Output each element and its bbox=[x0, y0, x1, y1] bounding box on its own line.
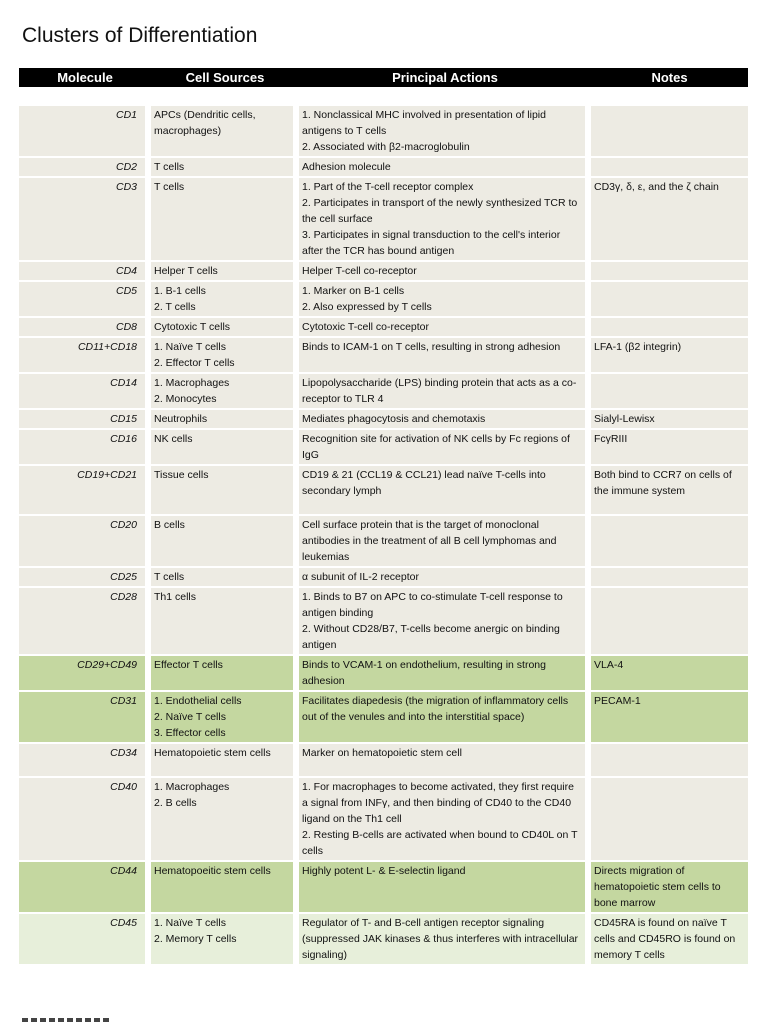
principal-actions-line: 1. Binds to B7 on APC to co-stimulate T-cell response to antigen binding bbox=[302, 591, 563, 619]
principal-actions-line: 2. Without CD28/B7, T-cells become anergic on binding antigen bbox=[302, 623, 560, 651]
cell-sources-cell bbox=[151, 914, 299, 966]
principal-actions-cell bbox=[299, 338, 591, 374]
notes-cell bbox=[591, 516, 748, 568]
principal-actions-line: Cytotoxic T-cell co-receptor bbox=[302, 321, 430, 333]
cell-sources-line: 2. T cells bbox=[154, 301, 196, 313]
cell-sources-line: Effector T cells bbox=[154, 659, 223, 671]
cell-sources-cell bbox=[151, 656, 299, 692]
principal-actions-line: Marker on hematopoietic stem cell bbox=[302, 747, 462, 759]
table-row bbox=[19, 692, 748, 744]
notes-line: CD45RA is found on naïve T cells and CD45RO is found on memory T cells bbox=[594, 917, 736, 961]
notes-cell bbox=[591, 466, 748, 516]
notes-cell bbox=[591, 588, 748, 656]
notes-cell bbox=[591, 158, 748, 178]
cell-sources-line: Hematopoeitic stem cells bbox=[154, 865, 271, 877]
principal-actions-cell bbox=[299, 692, 591, 744]
cell-sources-cell bbox=[151, 158, 299, 178]
notes-cell bbox=[591, 656, 748, 692]
table-body bbox=[19, 87, 748, 966]
cell-sources-line: Helper T cells bbox=[154, 265, 218, 277]
cell-sources-cell bbox=[151, 374, 299, 410]
table-header-row bbox=[19, 68, 748, 87]
notes-cell bbox=[591, 744, 748, 778]
cell-sources-cell bbox=[151, 262, 299, 282]
principal-actions-cell bbox=[299, 318, 591, 338]
cell-sources-line: 1. Naïve T cells bbox=[154, 917, 226, 929]
principal-actions-cell bbox=[299, 430, 591, 466]
cell-sources-cell bbox=[151, 692, 299, 744]
cell-sources-line: 2. Effector T cells bbox=[154, 357, 235, 369]
principal-actions-line: Helper T-cell co-receptor bbox=[302, 265, 417, 277]
notes-cell bbox=[591, 410, 748, 430]
cell-sources-line: 1. B-1 cells bbox=[154, 285, 206, 297]
cell-sources-line: Cytotoxic T cells bbox=[154, 321, 231, 333]
cell-sources-line: Hematopoietic stem cells bbox=[154, 747, 271, 759]
principal-actions-line: Highly potent L- & E-selectin ligand bbox=[302, 865, 466, 877]
table-row bbox=[19, 374, 748, 410]
principal-actions-cell bbox=[299, 106, 591, 158]
table-row bbox=[19, 744, 748, 778]
notes-cell bbox=[591, 862, 748, 914]
notes-cell bbox=[591, 178, 748, 262]
cell-sources-cell bbox=[151, 588, 299, 656]
principal-actions-line: 1. Marker on B-1 cells bbox=[302, 285, 405, 297]
molecule-cell: CD29+CD49 bbox=[19, 656, 151, 692]
principal-actions-cell bbox=[299, 656, 591, 692]
principal-actions-cell bbox=[299, 178, 591, 262]
table-row bbox=[19, 158, 748, 178]
principal-actions-cell bbox=[299, 282, 591, 318]
cell-sources-line: 1. Macrophages bbox=[154, 781, 230, 793]
principal-actions-cell bbox=[299, 744, 591, 778]
molecule-cell: CD8 bbox=[19, 318, 151, 338]
notes-cell bbox=[591, 282, 748, 318]
cell-sources-cell bbox=[151, 516, 299, 568]
table-row bbox=[19, 914, 748, 966]
molecule-cell: CD20 bbox=[19, 516, 151, 568]
cell-sources-cell bbox=[151, 744, 299, 778]
principal-actions-cell bbox=[299, 914, 591, 966]
table-row bbox=[19, 778, 748, 862]
cell-sources-line: 2. Memory T cells bbox=[154, 933, 237, 945]
principal-actions-line: Regulator of T- and B-cell antigen receptor signaling (suppressed JAK kinases & thus interferes with intracellular signaling) bbox=[302, 917, 579, 961]
next-section-heading-fragment bbox=[22, 1012, 112, 1024]
principal-actions-cell bbox=[299, 862, 591, 914]
notes-cell bbox=[591, 374, 748, 410]
principal-actions-line: 2. Associated with β2-macroglobulin bbox=[302, 141, 470, 153]
molecule-cell: CD34 bbox=[19, 744, 151, 778]
notes-cell bbox=[591, 106, 748, 158]
header-cell-sources: Cell Sources bbox=[151, 68, 299, 87]
header-notes: Notes bbox=[591, 68, 748, 87]
notes-cell bbox=[591, 778, 748, 862]
table-row bbox=[19, 430, 748, 466]
molecule-cell: CD16 bbox=[19, 430, 151, 466]
table-row bbox=[19, 106, 748, 158]
molecule-cell: CD4 bbox=[19, 262, 151, 282]
cell-sources-line: 1. Naïve T cells bbox=[154, 341, 226, 353]
notes-line: FcγRIII bbox=[594, 433, 628, 445]
notes-line: VLA-4 bbox=[594, 659, 624, 671]
table-row bbox=[19, 862, 748, 914]
cell-sources-line: Th1 cells bbox=[154, 591, 197, 603]
notes-cell bbox=[591, 914, 748, 966]
cell-sources-cell bbox=[151, 338, 299, 374]
cell-sources-line: Neutrophils bbox=[154, 413, 208, 425]
notes-cell bbox=[591, 430, 748, 466]
principal-actions-line: α subunit of IL-2 receptor bbox=[302, 571, 419, 583]
cell-sources-cell bbox=[151, 282, 299, 318]
principal-actions-cell bbox=[299, 158, 591, 178]
cell-sources-cell bbox=[151, 466, 299, 516]
molecule-cell: CD45 bbox=[19, 914, 151, 966]
molecule-cell: CD19+CD21 bbox=[19, 466, 151, 516]
principal-actions-line: 2. Resting B-cells are activated when bound to CD40L on T cells bbox=[302, 829, 578, 857]
cell-sources-cell bbox=[151, 106, 299, 158]
cell-sources-line: 1. Macrophages bbox=[154, 377, 230, 389]
principal-actions-line: Facilitates diapedesis (the migration of inflammatory cells out of the venules and into the interstitial space) bbox=[302, 695, 569, 723]
notes-cell bbox=[591, 338, 748, 374]
cell-sources-line: 3. Effector cells bbox=[154, 727, 226, 739]
molecule-cell: CD15 bbox=[19, 410, 151, 430]
molecule-cell: CD44 bbox=[19, 862, 151, 914]
principal-actions-cell bbox=[299, 374, 591, 410]
cell-sources-line: NK cells bbox=[154, 433, 193, 445]
header-molecule: Molecule bbox=[19, 68, 151, 87]
cell-sources-cell bbox=[151, 568, 299, 588]
table-row bbox=[19, 410, 748, 430]
header-principal-actions: Principal Actions bbox=[299, 68, 591, 87]
notes-line: Directs migration of hematopoietic stem cells to bone marrow bbox=[594, 865, 721, 909]
principal-actions-line: Cell surface protein that is the target of monoclonal antibodies in the treatment of all B cell lymphomas and leukemias bbox=[302, 519, 557, 563]
molecule-cell: CD11+CD18 bbox=[19, 338, 151, 374]
notes-line: LFA-1 (β2 integrin) bbox=[594, 341, 682, 353]
notes-line: PECAM-1 bbox=[594, 695, 641, 707]
notes-line: Both bind to CCR7 on cells of the immune system bbox=[594, 469, 732, 497]
molecule-cell: CD25 bbox=[19, 568, 151, 588]
cell-sources-line: T cells bbox=[154, 571, 185, 583]
principal-actions-cell bbox=[299, 778, 591, 862]
cd-table bbox=[19, 68, 748, 966]
principal-actions-cell bbox=[299, 588, 591, 656]
table-row bbox=[19, 282, 748, 318]
cell-sources-cell bbox=[151, 430, 299, 466]
principal-actions-line: Lipopolysaccharide (LPS) binding protein that acts as a co-receptor to TLR 4 bbox=[302, 377, 577, 405]
molecule-cell: CD28 bbox=[19, 588, 151, 656]
principal-actions-line: Binds to VCAM-1 on endothelium, resulting in strong adhesion bbox=[302, 659, 546, 687]
cell-sources-line: Tissue cells bbox=[154, 469, 209, 481]
notes-cell bbox=[591, 692, 748, 744]
table-row bbox=[19, 568, 748, 588]
principal-actions-line: 1. Nonclassical MHC involved in presentation of lipid antigens to T cells bbox=[302, 109, 546, 137]
table-row bbox=[19, 318, 748, 338]
molecule-cell: CD1 bbox=[19, 106, 151, 158]
molecule-cell: CD40 bbox=[19, 778, 151, 862]
notes-cell bbox=[591, 568, 748, 588]
principal-actions-cell bbox=[299, 466, 591, 516]
principal-actions-cell bbox=[299, 516, 591, 568]
cell-sources-line: 2. Monocytes bbox=[154, 393, 217, 405]
table-row bbox=[19, 466, 748, 516]
molecule-cell: CD3 bbox=[19, 178, 151, 262]
notes-line: CD3γ, δ, ε, and the ζ chain bbox=[594, 181, 719, 193]
molecule-cell: CD14 bbox=[19, 374, 151, 410]
principal-actions-line: Adhesion molecule bbox=[302, 161, 391, 173]
cell-sources-cell bbox=[151, 410, 299, 430]
principal-actions-line: Recognition site for activation of NK cells by Fc regions of IgG bbox=[302, 433, 570, 461]
cell-sources-line: B cells bbox=[154, 519, 185, 531]
principal-actions-cell bbox=[299, 568, 591, 588]
cell-sources-line: APCs (Dendritic cells, macrophages) bbox=[154, 109, 256, 137]
principal-actions-line: 1. Part of the T-cell receptor complex bbox=[302, 181, 474, 193]
cell-sources-cell bbox=[151, 318, 299, 338]
principal-actions-cell bbox=[299, 410, 591, 430]
notes-cell bbox=[591, 262, 748, 282]
molecule-cell: CD5 bbox=[19, 282, 151, 318]
page-title: Clusters of Differentiation bbox=[22, 24, 258, 47]
principal-actions-line: 1. For macrophages to become activated, they first require a signal from INFγ, and then binding of CD40 to the CD40 ligand on the Th1 cell bbox=[302, 781, 574, 825]
notes-line: Sialyl-Lewisx bbox=[594, 413, 655, 425]
cell-sources-line: 1. Endothelial cells bbox=[154, 695, 242, 707]
cell-sources-line: 2. Naïve T cells bbox=[154, 711, 226, 723]
principal-actions-line: Binds to ICAM-1 on T cells, resulting in strong adhesion bbox=[302, 341, 561, 353]
molecule-cell: CD2 bbox=[19, 158, 151, 178]
notes-cell bbox=[591, 318, 748, 338]
table-row bbox=[19, 516, 748, 568]
header-spacer bbox=[19, 87, 748, 106]
principal-actions-line: 3. Participates in signal transduction to the cell's interior after the TCR has bound antigen bbox=[302, 229, 561, 257]
table-row bbox=[19, 262, 748, 282]
cell-sources-line: T cells bbox=[154, 181, 185, 193]
table-row bbox=[19, 338, 748, 374]
principal-actions-line: CD19 & 21 (CCL19 & CCL21) lead naïve T-cells into secondary lymph bbox=[302, 469, 546, 497]
principal-actions-line: 2. Participates in transport of the newly synthesized TCR to the cell surface bbox=[302, 197, 578, 225]
table-row bbox=[19, 178, 748, 262]
cell-sources-line: T cells bbox=[154, 161, 185, 173]
cell-sources-cell bbox=[151, 178, 299, 262]
molecule-cell: CD31 bbox=[19, 692, 151, 744]
principal-actions-line: 2. Also expressed by T cells bbox=[302, 301, 432, 313]
principal-actions-line: Mediates phagocytosis and chemotaxis bbox=[302, 413, 486, 425]
cell-sources-line: 2. B cells bbox=[154, 797, 197, 809]
cell-sources-cell bbox=[151, 778, 299, 862]
principal-actions-cell bbox=[299, 262, 591, 282]
table-row bbox=[19, 588, 748, 656]
table-row bbox=[19, 656, 748, 692]
cell-sources-cell bbox=[151, 862, 299, 914]
